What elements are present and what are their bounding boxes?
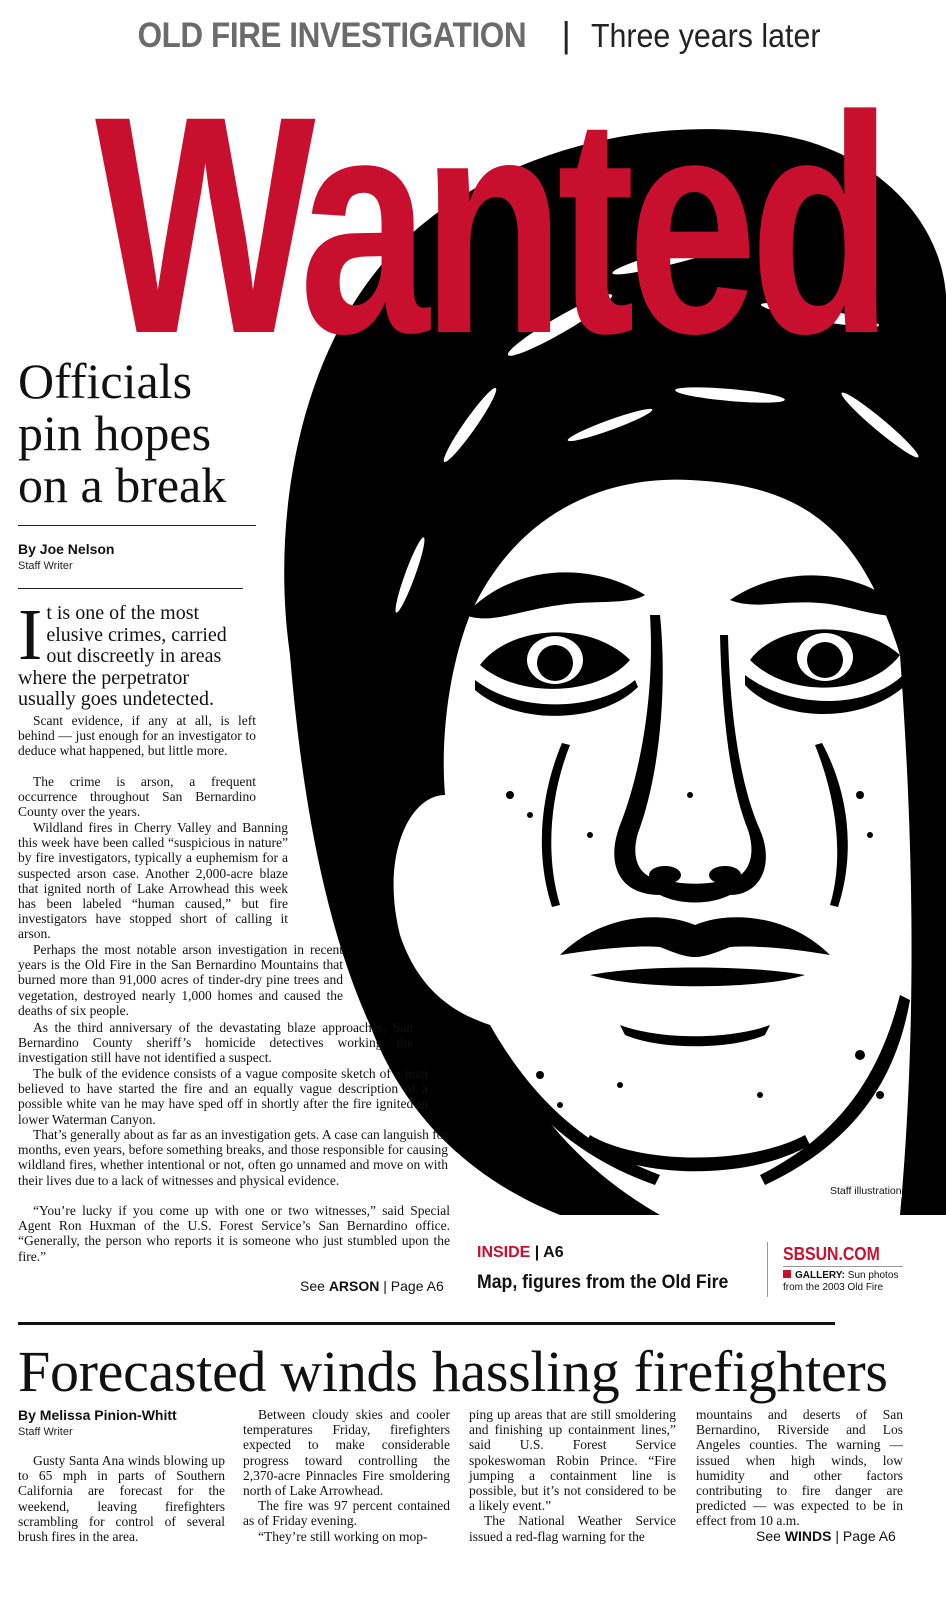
jump-keyword: ARSON [328, 1278, 380, 1294]
inside-separator: | [534, 1244, 540, 1261]
story-paragraph: As the third anniversary of the devastating blaze approaches, San Bernardino County sheriff’s homicide detectives working the investigation still have not identified a suspect. [18, 1020, 413, 1066]
drop-cap: I [18, 594, 43, 675]
inside-refer[interactable] [477, 1244, 564, 1262]
illustration-credit: Staff illustration [830, 1185, 902, 1197]
gallery-bullet-icon [783, 1270, 791, 1278]
jump-keyword: WINDS [784, 1528, 832, 1544]
story-paragraph: The bulk of the evidence consists of a vague composite sketch of a man believed to have started the fire and an equally vague description of a possible white van he may have sped off in shortly after the fire ignited in lower Waterman Canyon. [18, 1066, 428, 1127]
inside-label: INSIDE [477, 1244, 531, 1261]
kicker-subtitle: Three years later [590, 17, 821, 54]
story-paragraph: “You’re lucky if you come up with one or two witnesses,” said Special Agent Ron Huxman of the U.S. Forest Service’s San Bernardino office. “Generally, the person who reports it is someone who just stumbled upon the fire.” [18, 1203, 450, 1264]
section-divider [18, 1322, 835, 1325]
site-link[interactable]: SBSUN.COM [783, 1244, 880, 1264]
promo-divider [767, 1242, 768, 1297]
jump-line-arson[interactable] [300, 1278, 444, 1294]
story-column-4 [696, 1407, 903, 1529]
story-column-2 [243, 1407, 450, 1544]
story-paragraph: mountains and deserts of San Bernardino, Riverside and Los Angeles counties. The warning — issued when high winds, low humidity and other factors contributing to fire danger are predicted — was expected to be in effect from 10 a.m. [696, 1407, 903, 1529]
kicker-separator: | [561, 14, 571, 55]
story-lead [18, 594, 250, 711]
jump-line-winds[interactable] [756, 1528, 896, 1544]
story-paragraph: The fire was 97 percent contained as of Friday evening. [243, 1498, 450, 1529]
story-paragraph: “They’re still working on mop- [258, 1528, 428, 1544]
inside-promo [467, 1232, 937, 1302]
story-paragraph: ping up areas that are still smoldering and finishing up containment lines,” said U.S. Forest Service spokeswoman Robin Prince. “Fire jumping a containment line is possible, but it’s not considered to be a likely event.” [469, 1407, 676, 1514]
section-kicker [0, 14, 946, 56]
jump-separator: | [383, 1278, 387, 1294]
story-column-3 [469, 1407, 676, 1544]
banner-wanted [60, 51, 920, 398]
headline-rule [18, 525, 256, 526]
kicker-label: OLD FIRE INVESTIGATION [137, 16, 526, 55]
jump-see: See [756, 1528, 781, 1544]
gallery-label: GALLERY: [795, 1270, 845, 1281]
story-paragraph: The National Weather Service issued a red-flag warning for the [469, 1513, 676, 1544]
gallery-text: Sun photos from the 2003 Old Fire [783, 1270, 899, 1293]
story-column-1 [18, 1453, 225, 1544]
story-paragraph: Perhaps the most notable arson investigation in recent years is the Old Fire in the San Bernardino Mountains that burned more than 91,000 acres of tinder-dry pine trees and vegetation, destroyed nearly 1,000 homes and caused the deaths of six people. [18, 942, 343, 1018]
jump-page: Page A6 [390, 1278, 444, 1294]
byline-name: By Joe Nelson [18, 541, 115, 557]
site-rule [783, 1266, 903, 1267]
story-paragraph: Wildland fires in Cherry Valley and Banning this week have been called “suspicious in nature” by fire investigators, typically a euphemism for a suspected arson case. Another 2,000-acre blaze that ignited north of Lake Arrowhead this week has been labeled “human caused,” but fire investigators have stopped short of calling it arson. [18, 820, 288, 942]
gallery-refer[interactable] [783, 1270, 918, 1294]
story-paragraph: That’s generally about as far as an investigation gets. A case can languish for months, even years, before something breaks, and those responsible for causing wildland fires, whether intentional or not, often go unnamed and move on with their lives due to a lack of witnesses and physical evidence. [18, 1127, 449, 1188]
story-paragraph: Gusty Santa Ana winds blowing up to 65 mph in parts of Southern California are forecast for the weekend, leaving firefighters scrambling for control of several brush fires in the area. [18, 1453, 225, 1545]
inside-page: A6 [543, 1244, 564, 1261]
banner-text: Wanted [95, 51, 885, 398]
jump-see: See [300, 1278, 325, 1294]
second-byline-role: Staff Writer [18, 1426, 73, 1438]
second-byline-name: By Melissa Pinion-Whitt [18, 1407, 177, 1423]
story-paragraph: The crime is arson, a frequent occurrence throughout San Bernardino County over the years. [18, 774, 256, 820]
byline-role: Staff Writer [18, 560, 73, 572]
story-paragraph: Scant evidence, if any at all, is left behind — just enough for an investigator to deduce what happened, but little more. [18, 713, 256, 759]
byline-rule [18, 588, 243, 589]
story-paragraph: Between cloudy skies and cooler temperatures Friday, firefighters expected to make considerable progress toward controlling the 2,370-acre Pinnacles Fire smoldering north of Lake Arrowhead. [243, 1407, 450, 1499]
second-headline: Forecasted winds hassling firefighters [18, 1339, 888, 1404]
lead-text: t is one of the most elusive crimes, carried out discreetly in areas where the perpetrator usually goes undetected. [18, 602, 227, 710]
inside-teaser[interactable]: Map, figures from the Old Fire [477, 1272, 729, 1293]
main-headline: Officials pin hopes on a break [18, 353, 227, 513]
jump-page: Page A6 [842, 1528, 896, 1544]
jump-separator: | [835, 1528, 840, 1544]
